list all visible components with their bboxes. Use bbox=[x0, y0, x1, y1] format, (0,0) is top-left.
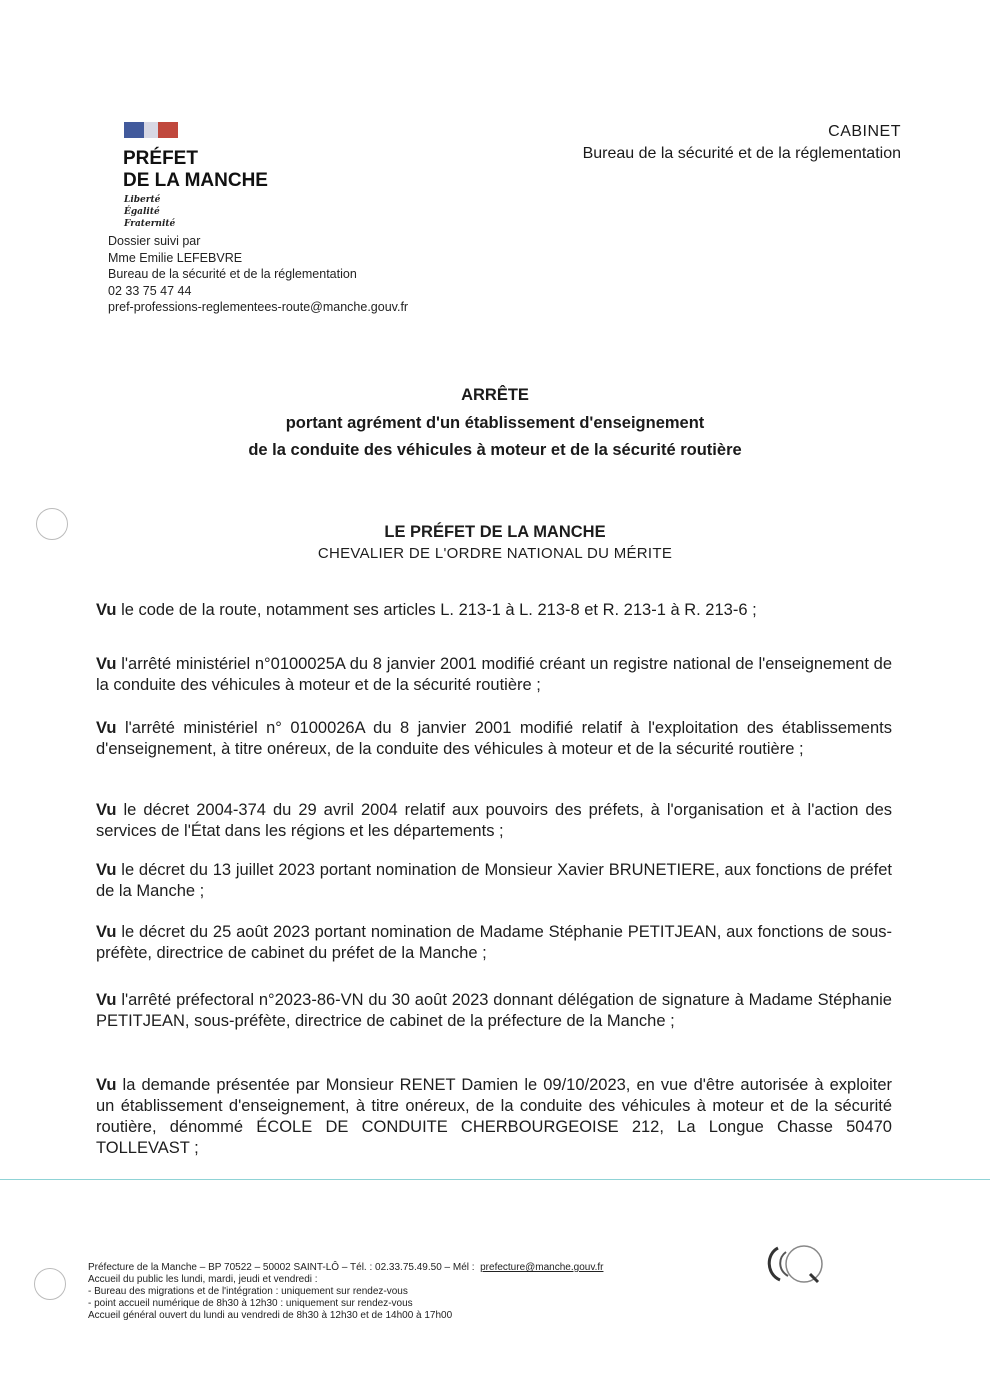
prefet-distinction: CHEVALIER DE L'ORDRE NATIONAL DU MÉRITE bbox=[317, 545, 673, 562]
service-header: CABINET Bureau de la sécurité et de la réglementation bbox=[582, 123, 901, 162]
contact-email: pref-professions-reglementees-route@manche.gouv.fr bbox=[108, 300, 409, 314]
prefet-title: LE PRÉFET DE LA MANCHE bbox=[384, 523, 606, 541]
vu-paragraph: Vu l'arrêté préfectoral n°2023-86-VN du 30 août 2023 donnant délégation de signature à Madame Stéphanie PETITJEAN, sous-préfète, directrice de cabinet de la préfecture de la Manche ; bbox=[96, 991, 892, 1030]
arrete-title: ARRÊTE bbox=[461, 386, 529, 404]
vu-paragraph: Vu le décret du 25 août 2023 portant nomination de Madame Stéphanie PETITJEAN, aux fonctions de sous-préfète, directrice de cabinet du préfet de la Manche ; bbox=[96, 923, 892, 962]
devise: Liberté Égalité Fraternité bbox=[124, 195, 176, 229]
dossier-info: Dossier suivi par Mme Emilie LEFEBVRE Bureau de la sécurité et de la réglementation 02 33 75 47 44 pref-professions-reglementees-route@manche.gouv.fr bbox=[108, 234, 409, 314]
vu-paragraph: Vu la demande présentée par Monsieur RENET Damien le 09/10/2023, en vue d'être autorisée à exploiter un établissement d'enseignement, à titre onéreux, de la conduite des véhicules à moteur et de la sécurité routière, dénommé ÉCOLE DE CONDUITE CHERBOURGEOISE 212, La Longue Chasse 50470 TOLLEVAST ; bbox=[96, 1076, 892, 1157]
scan-artifact bbox=[34, 1268, 66, 1300]
vu-paragraph: Vu l'arrêté ministériel n° 0100026A du 8 janvier 2001 modifié relatif à l'exploitation des établissements d'enseignement, à titre onéreux, de la conduite des véhicules à moteur et de la sécurité routière ; bbox=[96, 719, 892, 758]
vu-paragraph: Vu le décret 2004-374 du 29 avril 2004 relatif aux pouvoirs des préfets, à l'organisation et à l'action des services de l'État dans les régions et les départements ; bbox=[96, 801, 892, 840]
vu-paragraph: Vu l'arrêté ministériel n°0100025A du 8 janvier 2001 modifié créant un registre national de l'enseignement de la conduite des véhicules à moteur et de la sécurité routière ; bbox=[96, 655, 892, 694]
marianne-logo bbox=[124, 122, 178, 138]
arrete-subtitle-2: de la conduite des véhicules à moteur et de la sécurité routière bbox=[248, 441, 742, 459]
footer-info: Préfecture de la Manche – BP 70522 – 50002 SAINT-LÔ – Tél. : 02.33.75.49.50 – Mél : prefecture@manche.gouv.fr Accueil du public les lundi, mardi, jeudi et vendredi : - Bureau des migrations et de l'intégration : uniquement sur rendez-vous - point accueil numérique de 8h30 à 12h30 : uniquement sur rendez-vous Accueil général ouvert du lundi au vendredi de 8h30 à 12h30 et de 14h00 à 17h00 bbox=[88, 1262, 604, 1321]
scan-artifact bbox=[36, 508, 68, 540]
prefet-header: PRÉFET DE LA MANCHE bbox=[123, 148, 268, 191]
arrete-subtitle-1: portant agrément d'un établissement d'enseignement bbox=[285, 414, 705, 432]
vu-paragraph: Vu le code de la route, notamment ses articles L. 213-1 à L. 213-8 et R. 213-1 à R. 213-6 ; bbox=[96, 601, 757, 619]
footer-divider bbox=[0, 1179, 990, 1180]
footer-email-link[interactable]: prefecture@manche.gouv.fr bbox=[480, 1262, 604, 1273]
accessibility-logo-icon bbox=[764, 1240, 834, 1288]
vu-paragraph: Vu le décret du 13 juillet 2023 portant nomination de Monsieur Xavier BRUNETIERE, aux fonctions de préfet de la Manche ; bbox=[96, 861, 892, 900]
